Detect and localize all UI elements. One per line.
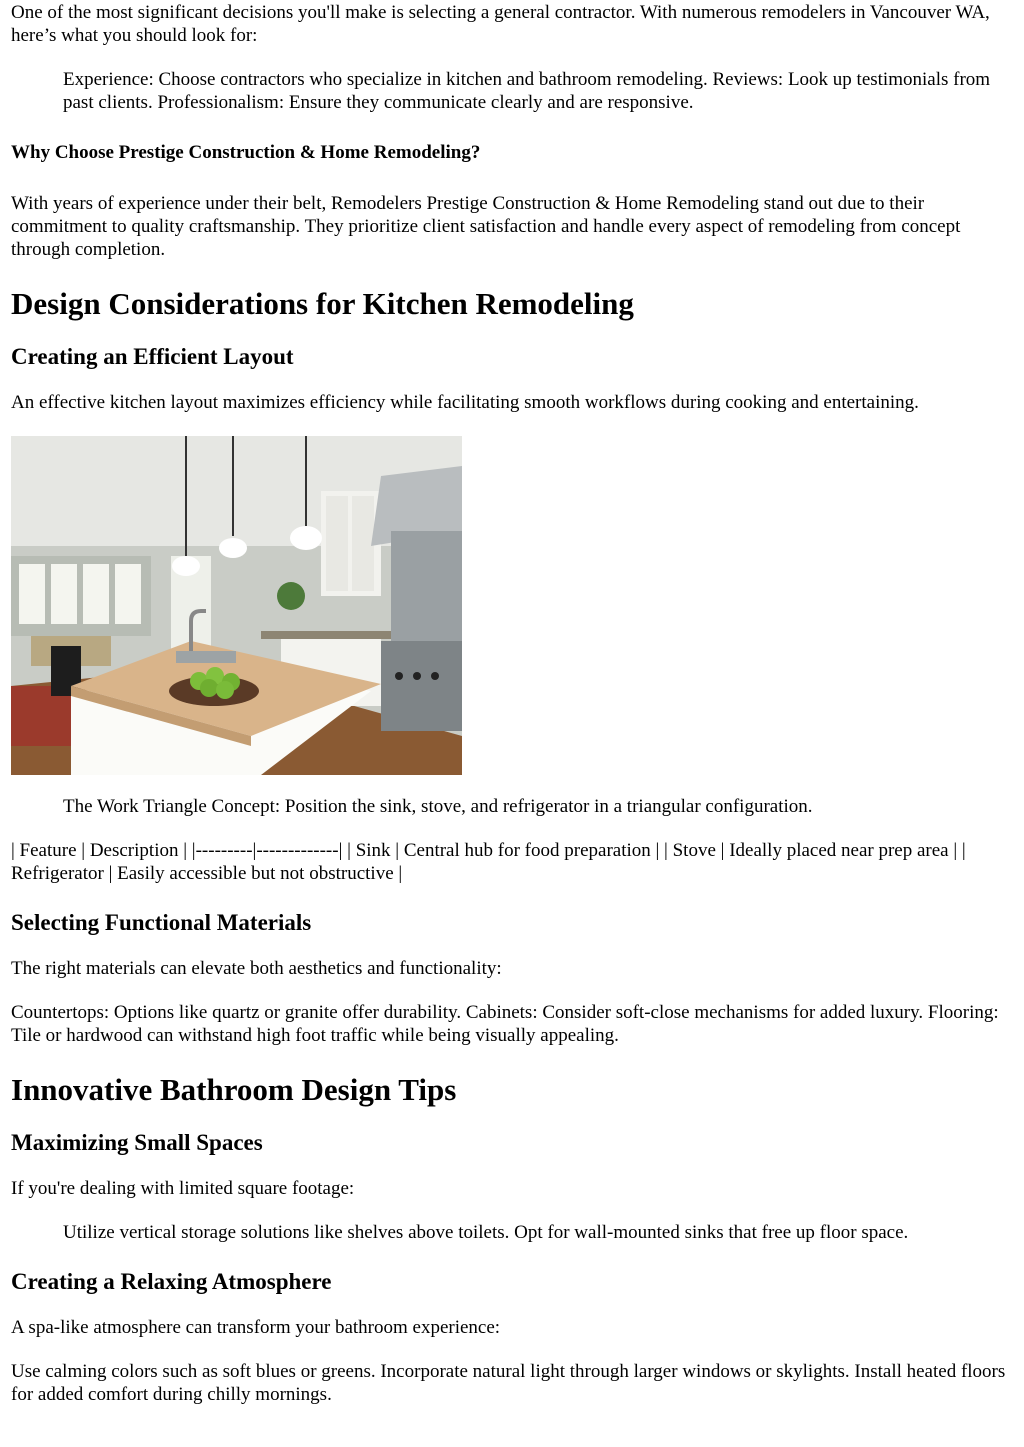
layout-heading: Creating an Efficient Layout <box>11 344 294 369</box>
article <box>0 1 1024 1406</box>
kitchen-photo <box>11 436 462 775</box>
relaxing-paragraph: A spa-like atmosphere can transform your bathroom experience: <box>11 1317 501 1338</box>
small-spaces-paragraph: If you're dealing with limited square footage: <box>11 1178 355 1199</box>
small-spaces-list: Utilize vertical storage solutions like shelves above toilets. Opt for wall-mounted sinks that free up floor space. <box>63 1222 909 1243</box>
contractor-criteria: Experience: Choose contractors who specialize in kitchen and bathroom remodeling. Reviews: Look up testimonials from past clients. Professionalism: Ensure they communicate clearly and are responsive. <box>63 69 991 113</box>
intro-paragraph: One of the most significant decisions you'll make is selecting a general contractor. With numerous remodelers in Vancouver WA, here’s what you should look for: <box>11 2 990 46</box>
materials-heading: Selecting Functional Materials <box>11 910 312 935</box>
layout-paragraph: An effective kitchen layout maximizes efficiency while facilitating smooth workflows during cooking and entertaining. <box>11 392 919 413</box>
materials-list: Countertops: Options like quartz or granite offer durability. Cabinets: Consider soft-close mechanisms for added luxury. Flooring: Tile or hardwood can withstand high foot traffic while being visually appealing. <box>11 1002 999 1046</box>
relaxing-heading: Creating a Relaxing Atmosphere <box>11 1269 332 1294</box>
relaxing-list: Use calming colors such as soft blues or greens. Incorporate natural light through larger windows or skylights. Install heated floors for added comfort during chilly mornings. <box>11 1361 1006 1405</box>
feature-table-text: | Feature | Description | |---------|-------------| | Sink | Central hub for food preparation | | Stove | Ideally placed near prep area | | Refrigerator | Easily accessible but not obstructive | <box>11 840 966 884</box>
why-choose-heading: Why Choose Prestige Construction & Home Remodeling? <box>11 142 481 163</box>
materials-paragraph: The right materials can elevate both aesthetics and functionality: <box>11 958 502 979</box>
work-triangle-item: The Work Triangle Concept: Position the sink, stove, and refrigerator in a triangular configuration. <box>63 796 813 817</box>
why-choose-paragraph: With years of experience under their belt, Remodelers Prestige Construction & Home Remodeling stand out due to their commitment to quality craftsmanship. They prioritize client satisfaction and handle every aspect of remodeling from concept through completion. <box>11 193 961 260</box>
kitchen-heading: Design Considerations for Kitchen Remodeling <box>11 286 634 321</box>
small-spaces-heading: Maximizing Small Spaces <box>11 1130 263 1155</box>
bathroom-heading: Innovative Bathroom Design Tips <box>11 1072 457 1107</box>
